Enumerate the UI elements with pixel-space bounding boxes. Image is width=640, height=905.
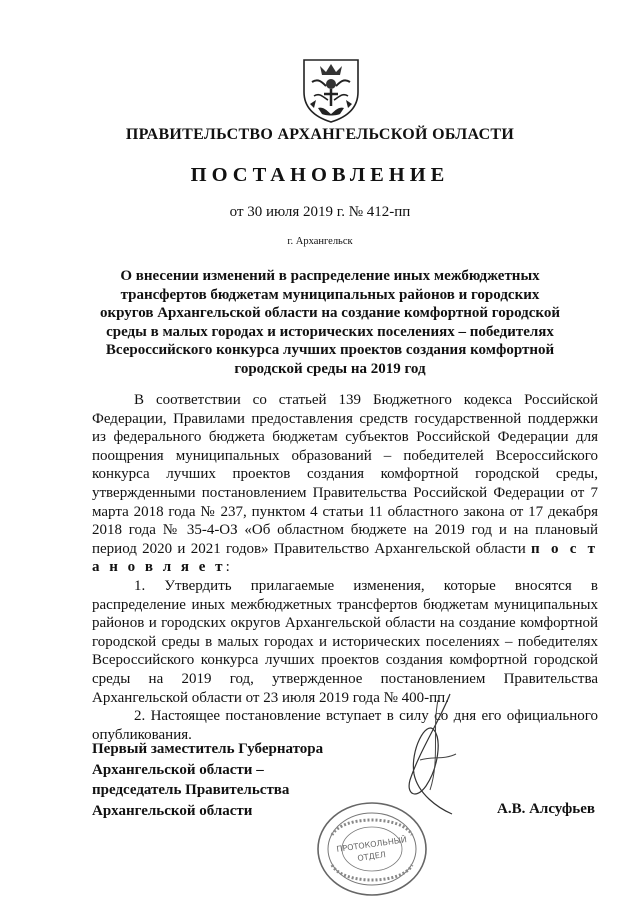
- document-type-title: ПОСТАНОВЛЕНИЕ: [190, 164, 450, 186]
- document-date-number: от 30 июля 2019 г. № 412-пп: [229, 204, 411, 220]
- decree-colon: :: [225, 559, 230, 576]
- signatory-name: А.В. Алсуфьев: [497, 801, 595, 817]
- position-line-4: Архангельской области: [92, 802, 253, 819]
- government-title: ПРАВИТЕЛЬСТВО АРХАНГЕЛЬСКОЙ ОБЛАСТИ: [125, 126, 515, 143]
- document-subject: О внесении изменений в распределение иных межбюджетных трансфертов бюджетам муниципальных районов и городских округов Архангельской области на создание комфортной городской среды в малых городах и исторических поселениях – победителях Всероссийского конкурса лучших проектов создания комфортной городской среды на 2019 год: [100, 268, 560, 377]
- item-1-paragraph: 1. Утвердить прилагаемые изменения, которые вносятся в распределение иных межбюджетных трансфертов бюджетам муниципальных районов и городских округов Архангельской области на создание комфортной городской среды в малых городах и исторических поселениях – победителях Всероссийского конкурса лучших проектов создания комфортной городской среды на 2019 год, утвержденное постановлением Правительства Архангельской области от 23 июля 2019 года № 400-пп.: [92, 577, 598, 706]
- svg-text:ОТДЕЛ: ОТДЕЛ: [356, 850, 387, 863]
- position-line-1: Первый заместитель Губернатора: [92, 741, 324, 757]
- document-body: [92, 391, 598, 744]
- official-stamp: [312, 795, 432, 900]
- decree-word: п о с т а н о в л я е т: [92, 540, 598, 576]
- intro-text: В соответствии со статьей 139 Бюджетного кодекса Российской Федерации, Правилами предоставления средств государственной поддержки из федерального бюджета бюджетам субъектов Российской Федерации для поощрения муниципальных образований – победителей Всероссийского конкурса лучших проектов создания комфортной городской среды, утвержденными постановлением Правительства Российской Федерации от 7 марта 2018 года № 237, пунктом 4 статьи 11 областного закона от 17 декабря 2018 года № 35-4-ОЗ «Об областном бюджете на 2019 год и на плановый период 2020 и 2021 годов» Правительство Архангельской области: [92, 392, 598, 557]
- svg-text:ПРОТОКОЛЬНЫЙ: ПРОТОКОЛЬНЫЙ: [335, 835, 408, 854]
- intro-paragraph: [92, 391, 598, 577]
- position-line-2: Архангельской области –: [92, 761, 264, 778]
- item-2-paragraph: 2. Настоящее постановление вступает в силу со дня его официального опубликования.: [92, 708, 598, 743]
- position-line-3: председатель Правительства: [92, 782, 290, 798]
- coat-of-arms-icon: [300, 56, 362, 124]
- document-city: г. Архангельск: [287, 236, 353, 247]
